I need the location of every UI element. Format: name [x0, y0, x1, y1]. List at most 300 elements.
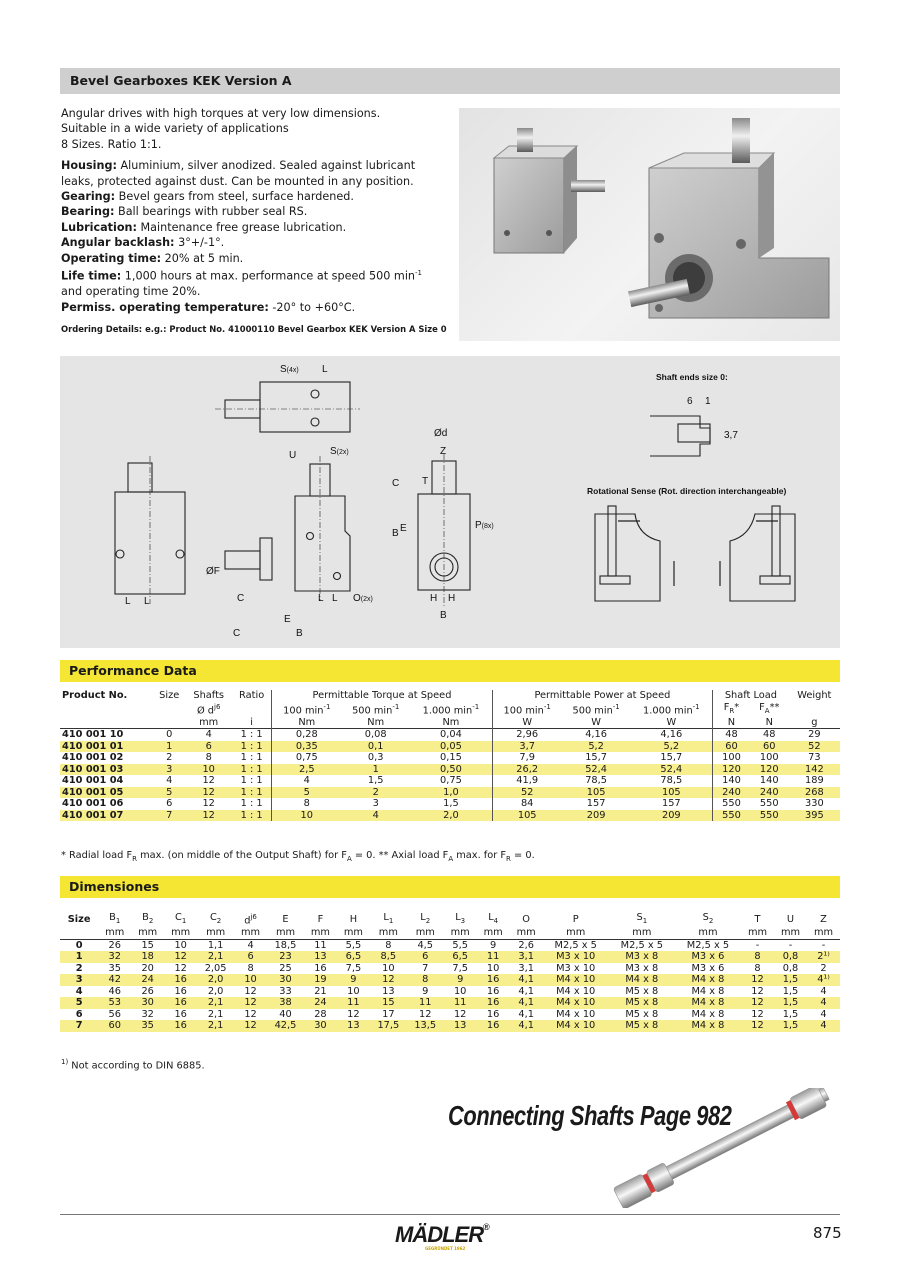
table-cell: 7: [422, 962, 429, 974]
table-cell: 10: [382, 962, 395, 974]
label-h2: H: [448, 593, 456, 604]
spec-life-time: Life time: 1,000 hours at max. performance at speed 500 $\min^{-1}$ and operating time 20%.: [61, 269, 423, 299]
dims-unit: mm: [566, 927, 586, 939]
spec-operating-time: Operating time: 20% at 5 min.: [61, 251, 244, 265]
table-cell: 0,04: [439, 729, 462, 741]
table-cell: 4: [205, 729, 212, 741]
table-cell: M4 x 8: [675, 974, 741, 986]
table-cell: 1 : 1: [232, 787, 272, 799]
table-cell: 12: [419, 1008, 432, 1020]
performance-header: [60, 660, 840, 682]
table-cell: 78,5: [585, 775, 608, 787]
table-cell: 7,9: [492, 752, 562, 764]
table-cell: 30: [304, 1020, 337, 1032]
table-cell: 1: [60, 951, 98, 963]
table-cell: 2,1: [197, 1020, 234, 1032]
table-cell: 16: [486, 1008, 500, 1020]
table-cell: 0,8: [774, 951, 807, 963]
technical-drawing: [60, 356, 840, 648]
table-cell: -: [821, 939, 826, 951]
table-cell: 6,5: [337, 951, 370, 963]
rotational-sense-label: Rotational Sense (Rot. direction interchangeable): [587, 486, 787, 496]
table-cell: 4: [166, 775, 173, 787]
table-row: [60, 974, 840, 986]
table-cell: 12: [453, 1008, 467, 1020]
table-cell: 5,5: [345, 939, 362, 951]
table-cell: 140: [713, 775, 750, 787]
table-cell: 4: [341, 810, 410, 822]
ordering-details: Ordering Details: e.g.: Product No. 41000110 Bevel Gearbox KEK Version A Size 0: [61, 324, 447, 334]
table-cell: 42: [98, 974, 131, 986]
table-cell: 1 : 1: [240, 775, 263, 787]
table-cell: 5: [272, 787, 342, 799]
table-cell: 2: [166, 752, 173, 764]
table-cell: 12: [741, 997, 774, 1009]
dims-col-header: $S_1$: [636, 912, 648, 925]
table-cell: 8: [385, 939, 392, 951]
dims-col-header: $d^{j6}$: [244, 913, 257, 927]
table-cell: 30: [131, 997, 164, 1009]
table-cell: M5 x 8: [609, 1020, 675, 1032]
dims-col-header: U: [786, 913, 795, 925]
table-cell: 0,8: [782, 962, 799, 974]
table-row: [60, 810, 840, 822]
footer-divider: [60, 1214, 840, 1215]
table-cell: 4: [820, 985, 827, 997]
dims-col-header: F: [317, 913, 324, 925]
dims-unit: mm: [747, 927, 768, 939]
table-cell: -: [755, 939, 760, 951]
table-cell: 12: [234, 1020, 267, 1032]
shaft-dim-1: 1: [705, 396, 711, 407]
table-cell: 12: [741, 974, 774, 986]
table-cell: 1: [341, 764, 410, 776]
table-cell: 0: [166, 729, 173, 741]
table-cell: 16: [174, 985, 187, 997]
table-cell: 10: [174, 939, 187, 951]
dims-col-header: $B_1$: [109, 912, 121, 925]
table-cell: 0,15: [439, 752, 462, 764]
table-row: [60, 764, 840, 776]
table-cell: 5,2: [562, 741, 631, 753]
table-cell: 4¹⁾: [807, 974, 840, 986]
table-cell: 157: [586, 798, 606, 810]
gearbox-photo-illustration: [459, 108, 840, 341]
table-cell: 1 : 1: [232, 741, 272, 753]
intro-line: Angular drives with high torques at very low dimensions.: [61, 107, 381, 120]
connecting-shaft-image: [605, 1088, 845, 1208]
table-cell: 0,1: [341, 741, 410, 753]
table-cell: 100: [759, 752, 779, 764]
table-cell: 1,5: [782, 985, 799, 997]
table-cell: 24: [131, 974, 164, 986]
dims-col-header: $B_2$: [142, 912, 154, 925]
table-cell: 2,1: [197, 997, 234, 1009]
dimension-drawing: [60, 356, 840, 648]
performance-title: Performance Data: [69, 663, 197, 678]
sub-fr: $F_R*$: [713, 702, 750, 717]
label-h: H: [430, 593, 438, 604]
table-cell: 24: [304, 997, 337, 1009]
unit: g: [811, 716, 818, 728]
label-d: Ød: [434, 428, 448, 439]
table-cell: 209: [631, 810, 713, 822]
shaft-ends-label: Shaft ends size 0:: [656, 372, 728, 382]
label-l1: L: [318, 593, 324, 604]
table-cell: M4 x 10: [543, 997, 609, 1009]
table-cell: 73: [808, 752, 821, 764]
table-row: [60, 729, 840, 741]
dims-col-header: $S_2$: [702, 912, 714, 925]
table-cell: 19: [304, 974, 337, 986]
table-row: [60, 752, 840, 764]
table-cell: 2¹⁾: [807, 951, 840, 963]
table-cell: 12: [370, 974, 407, 986]
table-cell: 4: [247, 939, 254, 951]
table-row: [60, 997, 840, 1009]
label-b1: B: [296, 628, 303, 639]
table-cell: 12: [202, 775, 215, 787]
table-cell: 18,5: [274, 939, 297, 951]
dims-unit: mm: [206, 927, 226, 939]
unit: Nm: [367, 716, 385, 728]
label-e-side: E: [400, 523, 407, 534]
table-cell: 550: [713, 798, 750, 810]
table-cell: 4,1: [510, 974, 543, 986]
table-cell: 12: [741, 1020, 774, 1032]
table-cell: 9: [422, 985, 429, 997]
table-cell: 0,05: [410, 741, 492, 753]
label-l4: L: [322, 364, 328, 375]
table-cell: 10: [185, 764, 232, 776]
unit: W: [492, 717, 562, 729]
dims-body: [60, 939, 840, 1032]
table-cell: 12: [234, 997, 267, 1009]
dims-col-header: $C_1$: [175, 912, 187, 925]
table-cell: 1,5: [367, 775, 384, 787]
label-c2: C: [237, 593, 245, 604]
table-row: [60, 787, 840, 799]
table-cell: 410 001 04: [62, 775, 124, 787]
col-power: Permittable Power at Speed: [492, 690, 712, 702]
product-description: [61, 106, 441, 315]
table-cell: 410 001 07: [60, 810, 153, 822]
table-cell: 410 001 02: [62, 752, 124, 764]
table-cell: 12: [244, 1008, 257, 1020]
table-cell: 1,5: [774, 974, 807, 986]
table-cell: 2: [820, 962, 827, 974]
table-cell: 32: [98, 951, 131, 963]
dims-unit: mm: [813, 927, 834, 939]
table-cell: 20: [141, 962, 154, 974]
dims-unit: mm: [105, 927, 125, 939]
table-row: [60, 986, 840, 998]
page-number: 875: [813, 1224, 842, 1242]
table-cell: 10: [486, 962, 500, 974]
table-cell: 84: [492, 798, 562, 810]
label-e: E: [284, 614, 291, 625]
table-cell: 4,1: [510, 997, 543, 1009]
connecting-shafts-promo[interactable]: Connecting Shafts Page 982: [448, 1100, 732, 1131]
label-b2: B: [440, 610, 447, 621]
table-row: [60, 775, 840, 787]
table-cell: 4: [272, 775, 342, 787]
table-cell: 4,16: [585, 729, 608, 741]
table-cell: 26: [108, 939, 121, 951]
table-cell: 1,1: [207, 939, 224, 951]
table-cell: 13,5: [407, 1020, 444, 1032]
table-cell: 0,50: [410, 764, 492, 776]
table-cell: 41,9: [492, 775, 562, 787]
shaft-dim-37: 3,7: [724, 430, 738, 441]
table-cell: 7: [153, 810, 185, 822]
perf-subheader-row: [60, 702, 840, 717]
table-cell: 2,0: [197, 974, 234, 986]
perf-units-row: [60, 717, 840, 729]
table-cell: 9: [490, 939, 497, 951]
unit: W: [591, 716, 601, 728]
dims-unit: [60, 927, 98, 939]
table-cell: 16: [164, 1020, 197, 1032]
table-cell: 11: [337, 997, 370, 1009]
table-cell: 18: [131, 951, 164, 963]
table-cell: 52,4: [562, 764, 631, 776]
table-cell: 2,6: [518, 939, 534, 951]
sub-speed: 100 $\min^{-1}$: [272, 702, 342, 717]
label-c1: C: [233, 628, 241, 639]
intro-line: 8 Sizes. Ratio 1:1.: [61, 137, 162, 151]
dims-unit: mm: [138, 927, 158, 939]
table-cell: 12: [751, 1008, 764, 1020]
table-cell: 11: [444, 997, 477, 1009]
table-cell: 13: [444, 1020, 477, 1032]
table-cell: 17,5: [370, 1020, 407, 1032]
table-cell: 60: [750, 741, 789, 753]
table-cell: 189: [804, 775, 824, 787]
table-cell: 6: [75, 1008, 83, 1020]
table-cell: 6: [234, 951, 267, 963]
sub-speed: 500 $\min^{-1}$: [352, 702, 400, 717]
table-cell: 2: [341, 787, 410, 799]
table-cell: 29: [808, 729, 821, 741]
dims-col-header: $C_2$: [209, 912, 222, 925]
table-cell: 16: [174, 1008, 187, 1020]
table-cell: 35: [108, 962, 121, 974]
table-cell: 100: [713, 752, 750, 764]
table-cell: 26: [141, 985, 154, 997]
table-cell: 240: [750, 787, 789, 799]
table-cell: 48: [713, 729, 750, 741]
dims-unit: mm: [310, 927, 330, 939]
table-cell: 2,1: [197, 951, 234, 963]
table-cell: 5: [60, 997, 98, 1009]
col-weight: Weight: [797, 690, 832, 701]
table-cell: M4 x 10: [556, 985, 596, 997]
table-cell: 2,0: [410, 810, 492, 822]
table-cell: 13: [337, 1020, 370, 1032]
table-cell: 105: [631, 787, 713, 799]
dims-col-header: Z: [820, 913, 827, 925]
table-cell: 1: [153, 741, 185, 753]
table-cell: 11: [407, 997, 444, 1009]
table-cell: 40: [279, 1008, 292, 1020]
table-cell: 8,5: [370, 951, 407, 963]
table-cell: 52: [789, 741, 840, 753]
table-cell: 142: [789, 764, 840, 776]
performance-footnote: * Radial load $F_R$ max. (on middle of the Output Shaft) for $F_A = 0$. ** Axial load $F_A$ max. for $F_R = 0$.: [61, 850, 535, 863]
table-cell: 2,5: [272, 764, 342, 776]
dims-col-header: $L_1$: [383, 912, 394, 925]
table-cell: 12: [174, 962, 187, 974]
performance-table: [60, 690, 840, 821]
table-cell: 550: [750, 810, 789, 822]
table-cell: 16: [477, 997, 510, 1009]
table-cell: 15: [370, 997, 407, 1009]
table-cell: 12: [347, 1008, 360, 1020]
product-photo: [459, 108, 840, 341]
table-cell: 7: [60, 1020, 98, 1032]
table-cell: 410 001 03: [60, 764, 153, 776]
table-cell: 52,4: [631, 764, 713, 776]
table-cell: 8: [247, 962, 254, 974]
table-cell: 8: [754, 962, 761, 974]
table-cell: M4 x 8: [609, 974, 675, 986]
table-cell: 4: [820, 1008, 827, 1020]
unit: N: [713, 717, 750, 729]
table-cell: 56: [108, 1008, 121, 1020]
table-cell: M5 x 8: [625, 1008, 659, 1020]
spec-bearing: Bearing: Ball bearings with rubber seal RS.: [61, 205, 308, 219]
table-cell: M5 x 8: [625, 985, 659, 997]
table-cell: 23: [267, 951, 304, 963]
table-cell: 9: [337, 974, 370, 986]
label-s1: S(2x): [330, 446, 349, 457]
table-cell: 7,5: [452, 962, 468, 974]
col-product-no: Product No.: [62, 690, 128, 701]
dimensions-footnote: $^{1)}$ Not according to DIN 6885.: [61, 1058, 205, 1072]
perf-header-row: [60, 690, 840, 702]
table-cell: 2,1: [207, 1008, 224, 1020]
table-cell: 10: [272, 810, 342, 822]
label-u: U: [289, 450, 297, 461]
table-cell: 2,0: [207, 985, 224, 997]
dims-unit: mm: [698, 927, 718, 939]
col-shafts: Shafts: [193, 690, 225, 701]
dims-col-header: Size: [67, 913, 91, 925]
table-cell: 410 001 01: [60, 741, 153, 753]
spec-backlash: Angular backlash: 3°+/-1°.: [61, 236, 225, 250]
table-cell: 11: [477, 951, 510, 963]
table-cell: 5,5: [452, 939, 468, 951]
table-cell: 0,35: [272, 741, 342, 753]
table-cell: 0,28: [272, 729, 342, 741]
table-cell: 6: [407, 951, 444, 963]
table-cell: 48: [763, 729, 776, 741]
unit: Nm: [442, 716, 460, 728]
table-cell: 4: [75, 985, 83, 997]
table-cell: 8: [205, 752, 212, 764]
table-row: [60, 951, 840, 963]
dims-col-header: $L_3$: [455, 912, 466, 925]
table-cell: 0,08: [364, 729, 387, 741]
col-size: Size: [159, 690, 180, 701]
sub-speed: 100 $\min^{-1}$: [492, 702, 562, 717]
table-cell: 42,5: [267, 1020, 304, 1032]
table-cell: 60: [713, 741, 750, 753]
dims-col-header: T: [754, 913, 761, 925]
dims-units-row: [60, 927, 840, 939]
sub-speed: 1.000 $\min^{-1}$: [422, 702, 480, 717]
label-t: T: [422, 476, 429, 487]
table-cell: 1 : 1: [240, 729, 263, 741]
table-cell: 13: [382, 985, 395, 997]
table-cell: 1 : 1: [232, 810, 272, 822]
table-cell: 410 001 10: [62, 729, 124, 741]
table-cell: 60: [98, 1020, 131, 1032]
table-cell: M3 x 6: [675, 951, 741, 963]
table-cell: M5 x 8: [609, 997, 675, 1009]
table-cell: 10: [234, 974, 267, 986]
table-cell: M4 x 10: [543, 1020, 609, 1032]
sub-speed: 1.000 $\min^{-1}$: [643, 702, 700, 717]
table-cell: 12: [185, 787, 232, 799]
section-header: [60, 68, 840, 94]
table-row: [60, 798, 840, 810]
dims-unit: mm: [483, 927, 503, 939]
table-cell: 35: [131, 1020, 164, 1032]
table-row: [60, 1009, 840, 1021]
table-cell: 32: [141, 1008, 154, 1020]
label-o: O(2x): [353, 593, 373, 604]
table-cell: 105: [562, 787, 631, 799]
table-cell: 1 : 1: [232, 764, 272, 776]
dims-unit: mm: [780, 927, 801, 939]
unit: N: [765, 716, 773, 728]
dimensions-table: [60, 912, 840, 1032]
table-cell: 1,5: [443, 798, 459, 810]
table-cell: 46: [108, 985, 121, 997]
table-cell: 9: [444, 974, 477, 986]
table-cell: 0,75: [439, 775, 462, 787]
spec-temperature: Permiss. operating temperature: -20° to +60°C.: [61, 300, 356, 314]
unit: Nm: [272, 717, 342, 729]
table-cell: 1,5: [774, 1020, 807, 1032]
table-cell: 157: [661, 798, 681, 810]
table-cell: 10: [347, 985, 360, 997]
dims-col-header: $L_2$: [420, 912, 431, 925]
madler-logo: MÄDLER®: [395, 1222, 489, 1247]
dims-unit: mm: [378, 927, 398, 939]
table-cell: 4: [807, 1020, 840, 1032]
table-cell: 1,5: [782, 1008, 799, 1020]
sub-speed: 500 $\min^{-1}$: [572, 702, 620, 717]
table-cell: 3: [60, 974, 98, 986]
table-cell: M3 x 10: [556, 962, 596, 974]
table-cell: 78,5: [660, 775, 683, 787]
dims-header-row: [60, 912, 840, 927]
spec-lubrication: Lubrication: Maintenance free grease lubrication.: [61, 220, 347, 234]
table-cell: 268: [789, 787, 840, 799]
table-cell: M2,5 x 5: [686, 939, 730, 951]
table-cell: M3 x 10: [543, 951, 609, 963]
dims-col-header: O: [522, 913, 530, 925]
dims-col-header: E: [282, 913, 289, 925]
label-l3: L: [125, 596, 131, 607]
table-cell: 4,1: [518, 985, 534, 997]
table-cell: M4 x 8: [675, 997, 741, 1009]
table-row: [60, 963, 840, 975]
spec-housing: Housing: Aluminium, silver anodized. Sealed against lubricant leaks, protected against dust. Can be mounted in any position.: [61, 159, 416, 188]
